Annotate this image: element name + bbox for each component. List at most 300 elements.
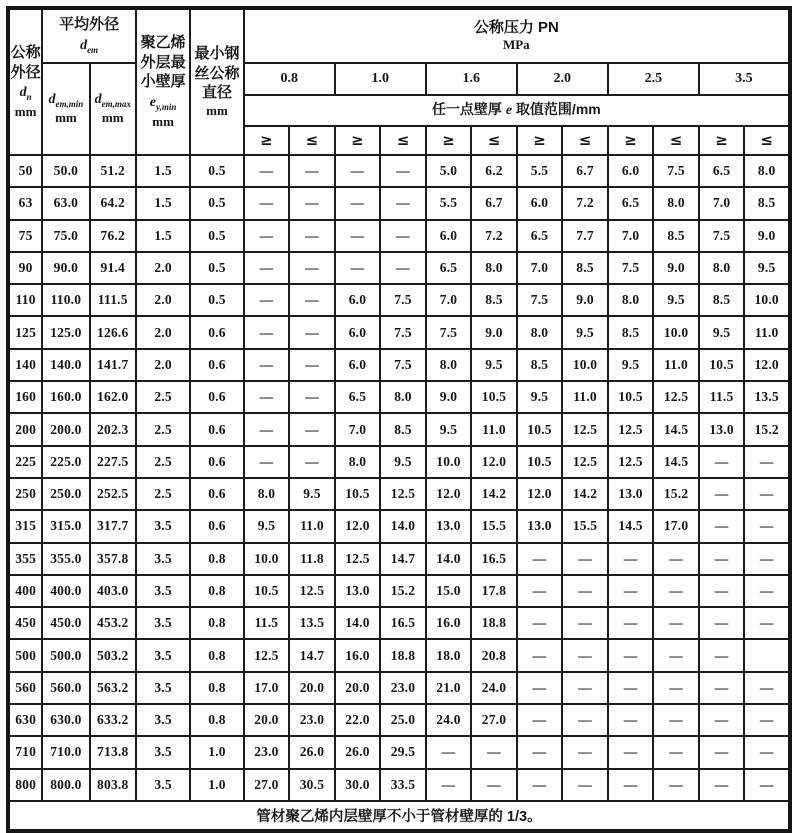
cell: — <box>562 607 608 639</box>
cell: 12.5 <box>380 478 426 510</box>
cell: — <box>699 575 745 607</box>
cell: — <box>744 704 790 736</box>
cell: 141.7 <box>90 349 136 381</box>
cell: 26.0 <box>289 736 335 768</box>
cell: 2.0 <box>136 316 190 348</box>
cell: — <box>744 769 790 801</box>
cell: 563.2 <box>90 672 136 704</box>
table-row <box>8 736 790 768</box>
cell: 2.0 <box>136 284 190 316</box>
cell: 16.5 <box>380 607 426 639</box>
cell: — <box>699 704 745 736</box>
cell: 9.0 <box>744 220 790 252</box>
pipe-spec-table <box>6 6 792 833</box>
cell: — <box>699 672 745 704</box>
cell: 0.8 <box>190 607 243 639</box>
cell-nominal-od: 315 <box>8 510 42 542</box>
cell: 6.5 <box>608 187 654 219</box>
cell: 16.0 <box>335 639 381 671</box>
cell: — <box>289 381 335 413</box>
cell: 17.0 <box>653 510 699 542</box>
cell: 633.2 <box>90 704 136 736</box>
cell: — <box>608 769 654 801</box>
cell: — <box>653 639 699 671</box>
cell: — <box>517 704 563 736</box>
table-row <box>8 413 790 445</box>
cell: 18.8 <box>380 639 426 671</box>
cell: 8.0 <box>426 349 472 381</box>
cell: 500.0 <box>42 639 89 671</box>
cell: 16.0 <box>426 607 472 639</box>
cell: 0.8 <box>190 575 243 607</box>
cell: 560.0 <box>42 672 89 704</box>
ge-icon: ≥ <box>244 126 290 155</box>
cell: 2.5 <box>136 446 190 478</box>
cell: 9.5 <box>653 284 699 316</box>
cell-nominal-od: 560 <box>8 672 42 704</box>
cell: 24.0 <box>426 704 472 736</box>
header-pn-1-0: 1.0 <box>335 63 426 95</box>
cell: 6.0 <box>335 316 381 348</box>
cell: 9.5 <box>699 316 745 348</box>
cell: — <box>744 446 790 478</box>
cell: — <box>608 736 654 768</box>
cell: 11.0 <box>744 316 790 348</box>
cell: — <box>653 769 699 801</box>
cell: 252.5 <box>90 478 136 510</box>
cell: — <box>517 639 563 671</box>
cell: — <box>380 187 426 219</box>
cell: 14.5 <box>653 446 699 478</box>
cell: — <box>244 284 290 316</box>
cell: 0.5 <box>190 284 243 316</box>
cell: 23.0 <box>380 672 426 704</box>
cell: 8.5 <box>653 220 699 252</box>
cell: 14.7 <box>289 639 335 671</box>
cell: 6.0 <box>426 220 472 252</box>
le-icon: ≤ <box>562 126 608 155</box>
cell: 9.5 <box>562 316 608 348</box>
cell-nominal-od: 800 <box>8 769 42 801</box>
cell-nominal-od: 225 <box>8 446 42 478</box>
cell: 317.7 <box>90 510 136 542</box>
cell: 13.0 <box>608 478 654 510</box>
cell <box>744 639 790 671</box>
cell: 10.5 <box>335 478 381 510</box>
table-row <box>8 478 790 510</box>
cell: 27.0 <box>244 769 290 801</box>
cell: 6.5 <box>335 381 381 413</box>
cell: 8.5 <box>380 413 426 445</box>
cell: 12.5 <box>562 413 608 445</box>
cell: — <box>289 252 335 284</box>
cell: — <box>517 769 563 801</box>
table-row <box>8 446 790 478</box>
cell: 6.0 <box>608 155 654 187</box>
cell: 15.2 <box>653 478 699 510</box>
cell: 0.6 <box>190 478 243 510</box>
cell: 12.0 <box>471 446 517 478</box>
cell: — <box>608 543 654 575</box>
cell-nominal-od: 63 <box>8 187 42 219</box>
cell: 20.8 <box>471 639 517 671</box>
cell: — <box>562 543 608 575</box>
cell: 14.2 <box>562 478 608 510</box>
cell: 7.0 <box>608 220 654 252</box>
cell: — <box>744 575 790 607</box>
cell: 10.0 <box>744 284 790 316</box>
cell: 7.5 <box>699 220 745 252</box>
cell: 8.0 <box>380 381 426 413</box>
cell: 8.0 <box>244 478 290 510</box>
cell: 7.0 <box>699 187 745 219</box>
cell: 0.5 <box>190 220 243 252</box>
symbol-ey-min: e <box>149 94 156 110</box>
cell: 1.5 <box>136 155 190 187</box>
cell: 10.0 <box>653 316 699 348</box>
cell: 7.5 <box>380 284 426 316</box>
cell: — <box>289 220 335 252</box>
ge-icon: ≥ <box>426 126 472 155</box>
cell: 9.5 <box>608 349 654 381</box>
cell: — <box>335 220 381 252</box>
le-icon: ≤ <box>380 126 426 155</box>
table-row <box>8 284 790 316</box>
cell: 6.5 <box>426 252 472 284</box>
cell: — <box>653 543 699 575</box>
cell: 140.0 <box>42 349 89 381</box>
cell: — <box>380 252 426 284</box>
cell: 8.5 <box>471 284 517 316</box>
cell: 13.5 <box>289 607 335 639</box>
cell: 6.0 <box>517 187 563 219</box>
cell: — <box>699 769 745 801</box>
cell: 11.0 <box>562 381 608 413</box>
cell: 20.0 <box>335 672 381 704</box>
cell: 15.2 <box>744 413 790 445</box>
header-dem-max: $d_{em,max}$ mm <box>90 63 136 155</box>
cell: — <box>562 639 608 671</box>
cell: 30.5 <box>289 769 335 801</box>
cell-nominal-od: 355 <box>8 543 42 575</box>
cell: 8.5 <box>562 252 608 284</box>
cell: — <box>335 187 381 219</box>
cell: 0.6 <box>190 349 243 381</box>
cell: — <box>244 446 290 478</box>
cell: 355.0 <box>42 543 89 575</box>
cell: — <box>608 639 654 671</box>
table-row <box>8 316 790 348</box>
table-row <box>8 639 790 671</box>
cell: 17.8 <box>471 575 517 607</box>
cell: — <box>289 316 335 348</box>
cell: 0.6 <box>190 446 243 478</box>
cell: 11.0 <box>289 510 335 542</box>
cell: — <box>562 736 608 768</box>
cell: 12.0 <box>744 349 790 381</box>
cell: 3.5 <box>136 769 190 801</box>
table-body <box>8 155 790 801</box>
cell-nominal-od: 250 <box>8 478 42 510</box>
cell: 450.0 <box>42 607 89 639</box>
cell: 90.0 <box>42 252 89 284</box>
cell: — <box>244 381 290 413</box>
cell: 10.0 <box>562 349 608 381</box>
cell: — <box>244 252 290 284</box>
cell: — <box>244 413 290 445</box>
cell: 453.2 <box>90 607 136 639</box>
cell: 160.0 <box>42 381 89 413</box>
cell: — <box>562 575 608 607</box>
header-nominal-od-line1: 公称 <box>10 44 41 62</box>
cell: 8.0 <box>744 155 790 187</box>
cell: 202.3 <box>90 413 136 445</box>
cell: 6.5 <box>699 155 745 187</box>
cell: 250.0 <box>42 478 89 510</box>
header-pn-2-0: 2.0 <box>517 63 608 95</box>
cell: 9.0 <box>471 316 517 348</box>
cell: — <box>653 736 699 768</box>
cell: 3.5 <box>136 672 190 704</box>
cell: 6.2 <box>471 155 517 187</box>
table-header <box>8 8 790 155</box>
symbol-e: e <box>505 103 513 119</box>
cell: 11.5 <box>244 607 290 639</box>
header-mean-od-label: 平均外径 <box>59 16 120 34</box>
cell: 8.0 <box>517 316 563 348</box>
cell: 7.5 <box>608 252 654 284</box>
cell-nominal-od: 140 <box>8 349 42 381</box>
cell: 12.5 <box>335 543 381 575</box>
cell: 14.0 <box>426 543 472 575</box>
cell: — <box>244 220 290 252</box>
cell: 12.5 <box>289 575 335 607</box>
cell: 6.7 <box>562 155 608 187</box>
cell-nominal-od: 450 <box>8 607 42 639</box>
cell: 3.5 <box>136 639 190 671</box>
cell: — <box>562 672 608 704</box>
cell: 6.0 <box>335 284 381 316</box>
cell: 3.5 <box>136 736 190 768</box>
header-pn-0-8: 0.8 <box>244 63 335 95</box>
header-pn-title: 公称压力 PN <box>473 18 559 36</box>
cell: 14.0 <box>335 607 381 639</box>
cell: 17.0 <box>244 672 290 704</box>
cell: — <box>744 672 790 704</box>
cell: 12.5 <box>653 381 699 413</box>
symbol-dem-max: d <box>94 91 102 107</box>
cell: — <box>653 607 699 639</box>
cell: 0.8 <box>190 672 243 704</box>
table-row <box>8 187 790 219</box>
cell: 9.5 <box>380 446 426 478</box>
header-pn-1-6: 1.6 <box>426 63 517 95</box>
cell: 13.0 <box>517 510 563 542</box>
le-icon: ≤ <box>653 126 699 155</box>
cell: — <box>699 543 745 575</box>
table-row <box>8 510 790 542</box>
cell: — <box>335 252 381 284</box>
cell: 403.0 <box>90 575 136 607</box>
cell: 21.0 <box>426 672 472 704</box>
header-dem-min: $d_{em,min}$ mm <box>42 63 89 155</box>
cell: 75.0 <box>42 220 89 252</box>
cell: 9.5 <box>289 478 335 510</box>
cell: 10.5 <box>471 381 517 413</box>
cell-nominal-od: 500 <box>8 639 42 671</box>
cell: 3.5 <box>136 543 190 575</box>
cell: — <box>653 575 699 607</box>
cell: 0.6 <box>190 510 243 542</box>
cell: 20.0 <box>244 704 290 736</box>
cell: 7.5 <box>426 316 472 348</box>
cell: — <box>471 736 517 768</box>
cell: 25.0 <box>380 704 426 736</box>
cell: — <box>699 446 745 478</box>
cell: 0.5 <box>190 187 243 219</box>
cell: 15.5 <box>471 510 517 542</box>
cell: — <box>244 155 290 187</box>
cell: — <box>608 704 654 736</box>
cell: 12.5 <box>608 413 654 445</box>
cell: — <box>744 543 790 575</box>
cell: 7.0 <box>517 252 563 284</box>
header-nominal-od: 公称 外径 $d_n$ mm <box>8 8 42 155</box>
table-row <box>8 252 790 284</box>
table-row <box>8 575 790 607</box>
cell: 20.0 <box>289 672 335 704</box>
cell: 9.5 <box>471 349 517 381</box>
cell: — <box>244 349 290 381</box>
cell: 803.8 <box>90 769 136 801</box>
cell: 64.2 <box>90 187 136 219</box>
cell: 0.8 <box>190 543 243 575</box>
cell: 7.0 <box>426 284 472 316</box>
cell: 227.5 <box>90 446 136 478</box>
cell: 800.0 <box>42 769 89 801</box>
cell: 3.5 <box>136 704 190 736</box>
cell: 12.5 <box>608 446 654 478</box>
cell: 357.8 <box>90 543 136 575</box>
cell: 7.2 <box>471 220 517 252</box>
cell: 12.5 <box>562 446 608 478</box>
table-row <box>8 607 790 639</box>
cell: 33.5 <box>380 769 426 801</box>
cell: — <box>562 769 608 801</box>
cell: 162.0 <box>90 381 136 413</box>
cell: 14.2 <box>471 478 517 510</box>
cell: 10.0 <box>244 543 290 575</box>
cell: 16.5 <box>471 543 517 575</box>
cell: 50.0 <box>42 155 89 187</box>
cell: 9.0 <box>426 381 472 413</box>
cell: 2.5 <box>136 381 190 413</box>
cell: 23.0 <box>244 736 290 768</box>
footnote: 管材聚乙烯内层壁厚不小于管材壁厚的 1/3。 <box>8 801 790 831</box>
cell-nominal-od: 75 <box>8 220 42 252</box>
cell: 10.5 <box>608 381 654 413</box>
cell: — <box>744 478 790 510</box>
le-icon: ≤ <box>289 126 335 155</box>
header-mean-od: 平均外径 $d_{em}$ <box>42 8 136 63</box>
cell: — <box>380 220 426 252</box>
cell: 7.2 <box>562 187 608 219</box>
cell-nominal-od: 200 <box>8 413 42 445</box>
cell: — <box>744 510 790 542</box>
cell: — <box>244 187 290 219</box>
cell: — <box>244 316 290 348</box>
cell: 8.5 <box>608 316 654 348</box>
header-pn-unit: MPa <box>502 37 530 53</box>
cell: 76.2 <box>90 220 136 252</box>
cell: — <box>699 607 745 639</box>
cell: 11.0 <box>653 349 699 381</box>
cell: 710.0 <box>42 736 89 768</box>
cell: 7.5 <box>380 349 426 381</box>
cell: 26.0 <box>335 736 381 768</box>
cell: — <box>653 704 699 736</box>
cell: 3.5 <box>136 607 190 639</box>
cell: 6.5 <box>517 220 563 252</box>
cell: — <box>426 736 472 768</box>
cell: 1.0 <box>190 736 243 768</box>
cell: 11.8 <box>289 543 335 575</box>
cell: 18.8 <box>471 607 517 639</box>
cell: 111.5 <box>90 284 136 316</box>
cell: 11.0 <box>471 413 517 445</box>
header-nominal-pressure <box>244 8 790 63</box>
cell: 51.2 <box>90 155 136 187</box>
cell-nominal-od: 125 <box>8 316 42 348</box>
cell: 9.5 <box>244 510 290 542</box>
cell: 12.0 <box>426 478 472 510</box>
cell: 0.6 <box>190 316 243 348</box>
cell: 10.5 <box>244 575 290 607</box>
cell: 10.0 <box>426 446 472 478</box>
table-row <box>8 543 790 575</box>
cell: 10.5 <box>517 413 563 445</box>
cell: 8.0 <box>699 252 745 284</box>
cell-nominal-od: 110 <box>8 284 42 316</box>
ge-icon: ≥ <box>608 126 654 155</box>
cell: 0.5 <box>190 155 243 187</box>
cell: 126.6 <box>90 316 136 348</box>
cell: 7.0 <box>335 413 381 445</box>
cell: 8.0 <box>471 252 517 284</box>
cell: — <box>289 446 335 478</box>
cell: 110.0 <box>42 284 89 316</box>
cell: — <box>699 736 745 768</box>
cell-nominal-od: 630 <box>8 704 42 736</box>
cell: 0.8 <box>190 639 243 671</box>
cell: 8.5 <box>744 187 790 219</box>
cell: 13.0 <box>699 413 745 445</box>
cell: 18.0 <box>426 639 472 671</box>
cell: 14.0 <box>380 510 426 542</box>
cell: 7.5 <box>517 284 563 316</box>
cell: — <box>471 769 517 801</box>
cell: — <box>699 510 745 542</box>
cell: — <box>608 607 654 639</box>
cell: — <box>426 769 472 801</box>
cell: 12.0 <box>517 478 563 510</box>
table-row <box>8 349 790 381</box>
cell: 14.7 <box>380 543 426 575</box>
cell: 15.5 <box>562 510 608 542</box>
symbol-dem-min: d <box>48 91 56 107</box>
cell: 29.5 <box>380 736 426 768</box>
cell: 5.5 <box>426 187 472 219</box>
